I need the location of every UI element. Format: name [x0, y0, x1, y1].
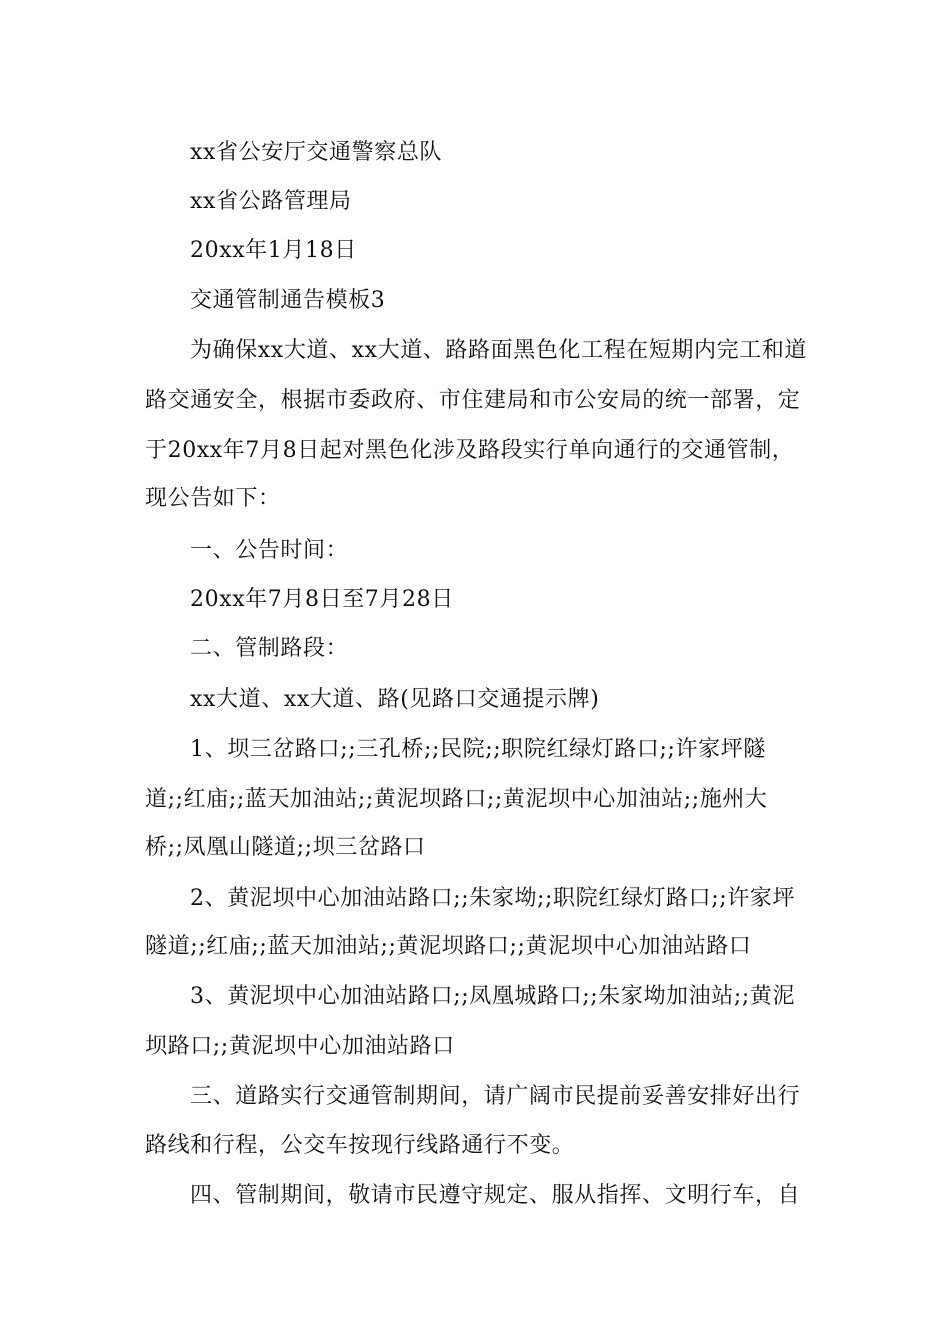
text-line: 道;;红庙;;蓝天加油站;;黄泥坝路口;;黄泥坝中心加油站;;施州大: [145, 787, 768, 812]
text-line: 于20xx年7月8日起对黑色化涉及路段实行单向通行的交通管制，: [145, 438, 795, 463]
text-line: 1、坝三岔路口;;三孔桥;;民院;;职院红绿灯路口;;许家坪隧: [190, 737, 766, 762]
text-line: 2、黄泥坝中心加油站路口;;朱家坳;;职院红绿灯路口;;许家坪: [190, 886, 796, 911]
text-line: 隧道;;红庙;;蓝天加油站;;黄泥坝路口;;黄泥坝中心加油站路口: [145, 934, 752, 959]
text-line: xx大道、xx大道、路(见路口交通提示牌): [190, 687, 600, 712]
text-line: 路线和行程，公交车按现行线路通行不变。: [145, 1133, 575, 1158]
text-line: 三、道路实行交通管制期间，请广阔市民提前妥善安排好出行: [190, 1084, 801, 1109]
text-line: 路交通安全，根据市委政府、市住建局和市公安局的统一部署，定: [145, 388, 801, 413]
text-line: 坝路口;;黄泥坝中心加油站路口: [145, 1034, 455, 1059]
text-line: 二、管制路段：: [190, 636, 349, 661]
text-line: xx省公安厅交通警察总队: [190, 140, 443, 165]
text-line: 20xx年1月18日: [190, 238, 357, 263]
text-line: xx省公路管理局: [190, 189, 352, 214]
text-line: 四、管制期间，敬请市民遵守规定、服从指挥、文明行车，自: [190, 1183, 801, 1208]
text-line: 20xx年7月8日至7月28日: [190, 587, 454, 612]
text-line: 一、公告时间：: [190, 538, 349, 563]
text-line: 现公告如下：: [145, 486, 281, 511]
text-line: 3、黄泥坝中心加油站路口;;凤凰城路口;;朱家坳加油站;;黄泥: [190, 984, 796, 1009]
section-heading: 交通管制通告模板3: [190, 288, 386, 313]
text-line: 为确保xx大道、xx大道、路路面黑色化工程在短期内完工和道: [190, 338, 808, 363]
text-line: 桥;;凤凰山隧道;;坝三岔路口: [145, 835, 426, 860]
